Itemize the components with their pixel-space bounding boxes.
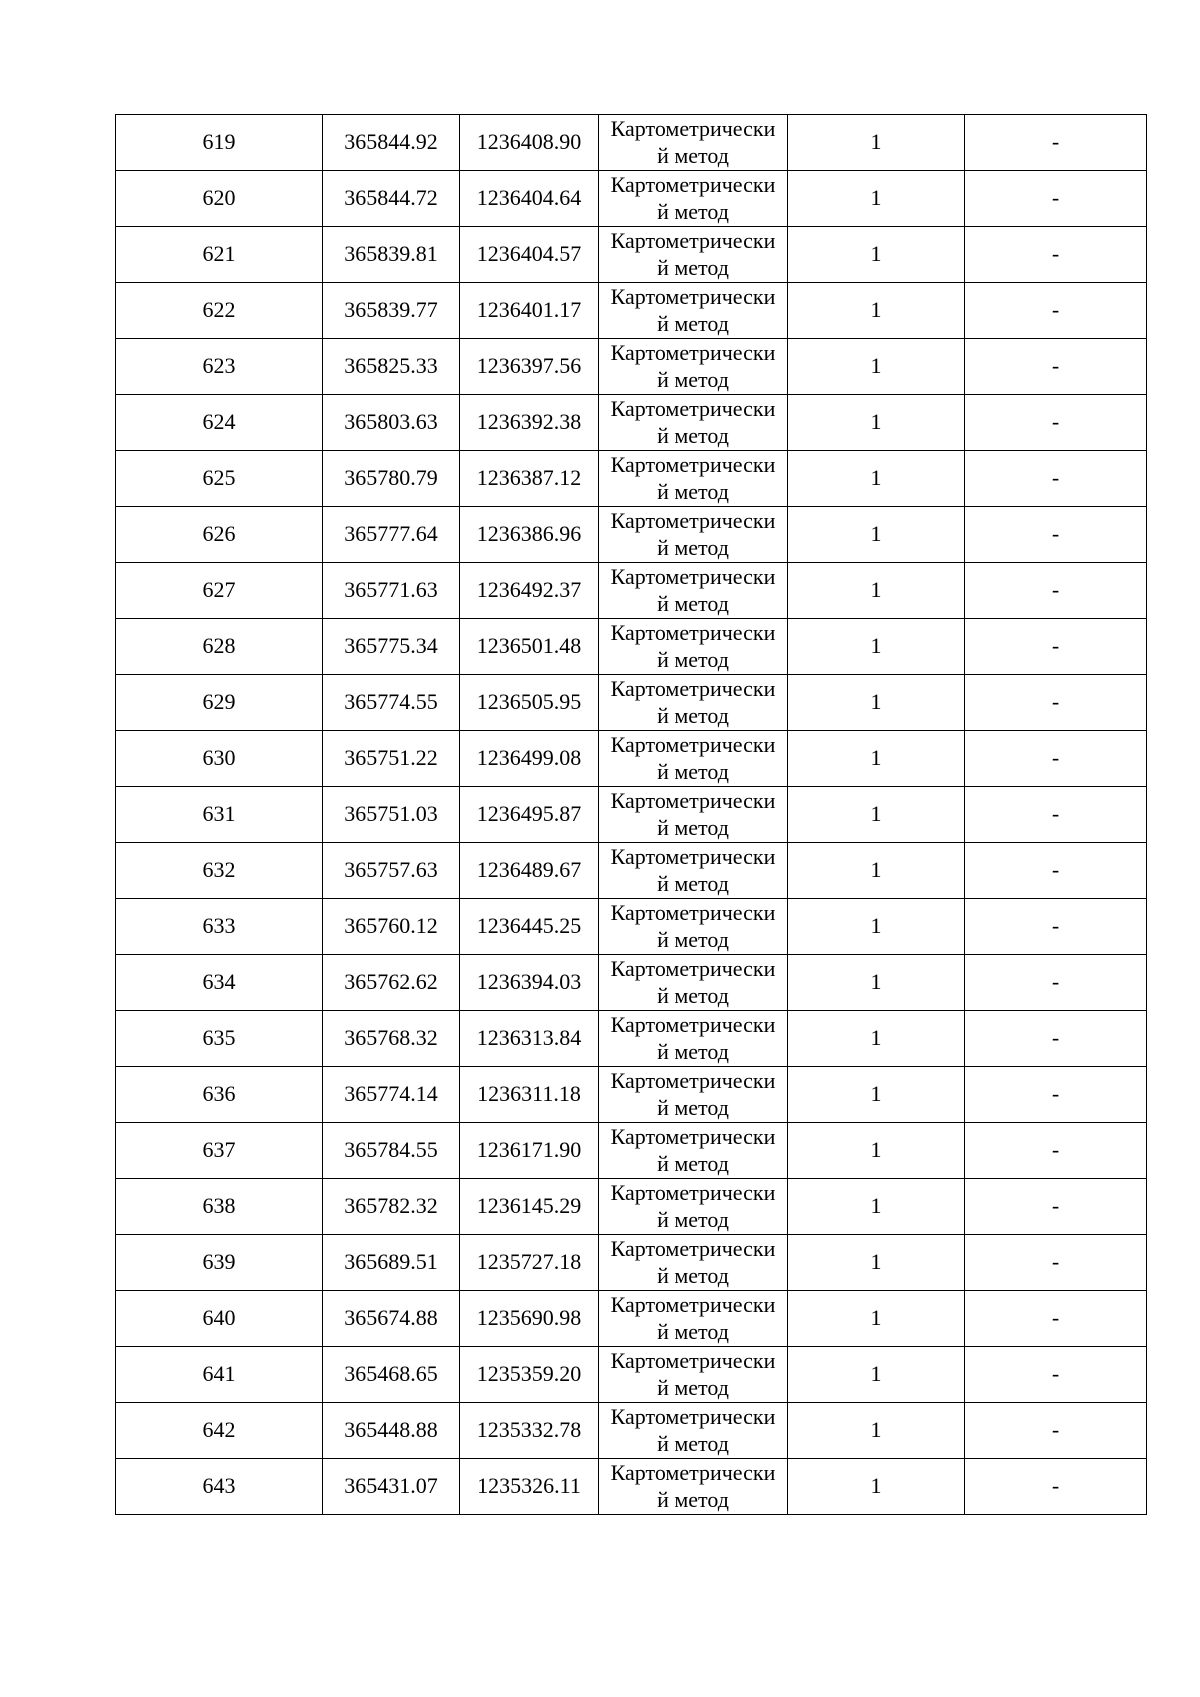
point-number-cell: 627 — [116, 563, 323, 619]
method-text-line-1: Картометрически — [610, 1348, 776, 1374]
method-text-line-1: Картометрически — [610, 228, 776, 254]
note-cell: - — [965, 1179, 1147, 1235]
method-text-line-2: й метод — [657, 1150, 729, 1176]
x-coordinate-cell: 365784.55 — [323, 1123, 460, 1179]
method-text-line-1: Картометрически — [610, 620, 776, 646]
precision-cell: 1 — [788, 227, 965, 283]
method-text-line-1: Картометрически — [610, 172, 776, 198]
x-coordinate-cell: 365774.55 — [323, 675, 460, 731]
y-coordinate-cell: 1236311.18 — [460, 1067, 599, 1123]
method-text-line-1: Картометрически — [610, 788, 776, 814]
table-row — [116, 395, 1147, 451]
precision-cell: 1 — [788, 171, 965, 227]
table-row — [116, 1403, 1147, 1459]
point-number-cell: 622 — [116, 283, 323, 339]
y-coordinate-cell: 1236171.90 — [460, 1123, 599, 1179]
table-row — [116, 1347, 1147, 1403]
method-text-line-2: й метод — [657, 1486, 729, 1512]
method-cell — [599, 1179, 788, 1235]
method-text-line-2: й метод — [657, 534, 729, 560]
method-text-line-2: й метод — [657, 1094, 729, 1120]
point-number-cell: 624 — [116, 395, 323, 451]
method-text-line-2: й метод — [657, 1430, 729, 1456]
table-row — [116, 1011, 1147, 1067]
method-text-line-2: й метод — [657, 310, 729, 336]
precision-cell: 1 — [788, 787, 965, 843]
x-coordinate-cell: 365775.34 — [323, 619, 460, 675]
method-text-line-1: Картометрически — [610, 1124, 776, 1150]
method-text-line-2: й метод — [657, 870, 729, 896]
point-number-cell: 621 — [116, 227, 323, 283]
method-cell — [599, 1347, 788, 1403]
table-row — [116, 731, 1147, 787]
y-coordinate-cell: 1235332.78 — [460, 1403, 599, 1459]
point-number-cell: 628 — [116, 619, 323, 675]
precision-cell: 1 — [788, 1235, 965, 1291]
y-coordinate-cell: 1236386.96 — [460, 507, 599, 563]
note-cell: - — [965, 115, 1147, 171]
x-coordinate-cell: 365777.64 — [323, 507, 460, 563]
x-coordinate-cell: 365782.32 — [323, 1179, 460, 1235]
method-cell — [599, 227, 788, 283]
method-cell — [599, 619, 788, 675]
table-row — [116, 675, 1147, 731]
y-coordinate-cell: 1236505.95 — [460, 675, 599, 731]
precision-cell: 1 — [788, 507, 965, 563]
method-text-line-1: Картометрически — [610, 676, 776, 702]
point-number-cell: 640 — [116, 1291, 323, 1347]
x-coordinate-cell: 365468.65 — [323, 1347, 460, 1403]
method-text-line-1: Картометрически — [610, 116, 776, 142]
method-text-line-1: Картометрически — [610, 1404, 776, 1430]
method-text-line-2: й метод — [657, 702, 729, 728]
point-number-cell: 630 — [116, 731, 323, 787]
method-cell — [599, 1011, 788, 1067]
x-coordinate-cell: 365689.51 — [323, 1235, 460, 1291]
precision-cell: 1 — [788, 1179, 965, 1235]
note-cell: - — [965, 787, 1147, 843]
note-cell: - — [965, 1459, 1147, 1515]
method-text-line-2: й метод — [657, 254, 729, 280]
y-coordinate-cell: 1236492.37 — [460, 563, 599, 619]
method-text-line-2: й метод — [657, 1374, 729, 1400]
table-row — [116, 899, 1147, 955]
y-coordinate-cell: 1236499.08 — [460, 731, 599, 787]
x-coordinate-cell: 365771.63 — [323, 563, 460, 619]
x-coordinate-cell: 365825.33 — [323, 339, 460, 395]
point-number-cell: 643 — [116, 1459, 323, 1515]
method-text-line-2: й метод — [657, 758, 729, 784]
method-cell — [599, 171, 788, 227]
y-coordinate-cell: 1235326.11 — [460, 1459, 599, 1515]
y-coordinate-cell: 1236401.17 — [460, 283, 599, 339]
method-cell — [599, 1459, 788, 1515]
method-cell — [599, 283, 788, 339]
table-row — [116, 1067, 1147, 1123]
precision-cell: 1 — [788, 1291, 965, 1347]
point-number-cell: 638 — [116, 1179, 323, 1235]
precision-cell: 1 — [788, 115, 965, 171]
method-text-line-1: Картометрически — [610, 1236, 776, 1262]
y-coordinate-cell: 1236404.57 — [460, 227, 599, 283]
precision-cell: 1 — [788, 339, 965, 395]
method-text-line-2: й метод — [657, 590, 729, 616]
point-number-cell: 619 — [116, 115, 323, 171]
precision-cell: 1 — [788, 1011, 965, 1067]
y-coordinate-cell: 1236394.03 — [460, 955, 599, 1011]
y-coordinate-cell: 1236408.90 — [460, 115, 599, 171]
point-number-cell: 634 — [116, 955, 323, 1011]
precision-cell: 1 — [788, 899, 965, 955]
method-text-line-2: й метод — [657, 198, 729, 224]
point-number-cell: 625 — [116, 451, 323, 507]
x-coordinate-cell: 365839.77 — [323, 283, 460, 339]
y-coordinate-cell: 1236489.67 — [460, 843, 599, 899]
point-number-cell: 636 — [116, 1067, 323, 1123]
note-cell: - — [965, 675, 1147, 731]
method-text-line-1: Картометрически — [610, 1068, 776, 1094]
method-text-line-1: Картометрически — [610, 844, 776, 870]
note-cell: - — [965, 451, 1147, 507]
x-coordinate-cell: 365751.03 — [323, 787, 460, 843]
method-cell — [599, 1067, 788, 1123]
y-coordinate-cell: 1236445.25 — [460, 899, 599, 955]
note-cell: - — [965, 283, 1147, 339]
point-number-cell: 632 — [116, 843, 323, 899]
precision-cell: 1 — [788, 1347, 965, 1403]
method-text-line-1: Картометрически — [610, 452, 776, 478]
table-row — [116, 507, 1147, 563]
note-cell: - — [965, 619, 1147, 675]
precision-cell: 1 — [788, 619, 965, 675]
x-coordinate-cell: 365768.32 — [323, 1011, 460, 1067]
method-cell — [599, 675, 788, 731]
precision-cell: 1 — [788, 563, 965, 619]
precision-cell: 1 — [788, 451, 965, 507]
method-cell — [599, 899, 788, 955]
method-cell — [599, 731, 788, 787]
y-coordinate-cell: 1235690.98 — [460, 1291, 599, 1347]
coordinates-table — [115, 114, 1147, 1515]
note-cell: - — [965, 171, 1147, 227]
table-row — [116, 115, 1147, 171]
x-coordinate-cell: 365844.72 — [323, 171, 460, 227]
method-text-line-1: Картометрически — [610, 1460, 776, 1486]
method-text-line-1: Картометрически — [610, 1180, 776, 1206]
point-number-cell: 637 — [116, 1123, 323, 1179]
precision-cell: 1 — [788, 843, 965, 899]
method-text-line-2: й метод — [657, 478, 729, 504]
method-text-line-1: Картометрически — [610, 732, 776, 758]
note-cell: - — [965, 1403, 1147, 1459]
precision-cell: 1 — [788, 1067, 965, 1123]
x-coordinate-cell: 365780.79 — [323, 451, 460, 507]
table-row — [116, 1459, 1147, 1515]
note-cell: - — [965, 1067, 1147, 1123]
note-cell: - — [965, 1011, 1147, 1067]
note-cell: - — [965, 563, 1147, 619]
method-text-line-2: й метод — [657, 422, 729, 448]
x-coordinate-cell: 365431.07 — [323, 1459, 460, 1515]
method-cell — [599, 563, 788, 619]
method-text-line-1: Картометрически — [610, 396, 776, 422]
method-text-line-1: Картометрически — [610, 1012, 776, 1038]
point-number-cell: 629 — [116, 675, 323, 731]
x-coordinate-cell: 365757.63 — [323, 843, 460, 899]
table-row — [116, 283, 1147, 339]
point-number-cell: 641 — [116, 1347, 323, 1403]
table-row — [116, 339, 1147, 395]
x-coordinate-cell: 365803.63 — [323, 395, 460, 451]
point-number-cell: 633 — [116, 899, 323, 955]
note-cell: - — [965, 339, 1147, 395]
note-cell: - — [965, 843, 1147, 899]
point-number-cell: 635 — [116, 1011, 323, 1067]
method-cell — [599, 1403, 788, 1459]
table-row — [116, 563, 1147, 619]
method-text-line-2: й метод — [657, 814, 729, 840]
note-cell: - — [965, 1235, 1147, 1291]
point-number-cell: 631 — [116, 787, 323, 843]
note-cell: - — [965, 955, 1147, 1011]
precision-cell: 1 — [788, 731, 965, 787]
note-cell: - — [965, 227, 1147, 283]
y-coordinate-cell: 1235727.18 — [460, 1235, 599, 1291]
note-cell: - — [965, 1347, 1147, 1403]
method-text-line-2: й метод — [657, 926, 729, 952]
note-cell: - — [965, 731, 1147, 787]
table-row — [116, 1291, 1147, 1347]
x-coordinate-cell: 365674.88 — [323, 1291, 460, 1347]
table-row — [116, 451, 1147, 507]
point-number-cell: 620 — [116, 171, 323, 227]
x-coordinate-cell: 365839.81 — [323, 227, 460, 283]
note-cell: - — [965, 395, 1147, 451]
coordinates-table-body — [116, 115, 1147, 1515]
y-coordinate-cell: 1236495.87 — [460, 787, 599, 843]
precision-cell: 1 — [788, 395, 965, 451]
table-row — [116, 955, 1147, 1011]
x-coordinate-cell: 365448.88 — [323, 1403, 460, 1459]
note-cell: - — [965, 507, 1147, 563]
x-coordinate-cell: 365760.12 — [323, 899, 460, 955]
table-row — [116, 227, 1147, 283]
table-row — [116, 843, 1147, 899]
method-cell — [599, 339, 788, 395]
y-coordinate-cell: 1236387.12 — [460, 451, 599, 507]
y-coordinate-cell: 1235359.20 — [460, 1347, 599, 1403]
precision-cell: 1 — [788, 1459, 965, 1515]
method-text-line-1: Картометрически — [610, 340, 776, 366]
method-cell — [599, 1235, 788, 1291]
method-text-line-1: Картометрически — [610, 900, 776, 926]
method-text-line-1: Картометрически — [610, 508, 776, 534]
method-text-line-1: Картометрически — [610, 564, 776, 590]
method-text-line-2: й метод — [657, 1262, 729, 1288]
table-row — [116, 171, 1147, 227]
method-cell — [599, 451, 788, 507]
point-number-cell: 626 — [116, 507, 323, 563]
y-coordinate-cell: 1236501.48 — [460, 619, 599, 675]
y-coordinate-cell: 1236397.56 — [460, 339, 599, 395]
precision-cell: 1 — [788, 283, 965, 339]
method-cell — [599, 955, 788, 1011]
method-text-line-2: й метод — [657, 1206, 729, 1232]
table-row — [116, 787, 1147, 843]
table-row — [116, 1179, 1147, 1235]
method-text-line-2: й метод — [657, 1038, 729, 1064]
table-row — [116, 619, 1147, 675]
method-cell — [599, 843, 788, 899]
method-cell — [599, 1291, 788, 1347]
table-row — [116, 1235, 1147, 1291]
point-number-cell: 639 — [116, 1235, 323, 1291]
note-cell: - — [965, 1123, 1147, 1179]
method-text-line-1: Картометрически — [610, 284, 776, 310]
point-number-cell: 642 — [116, 1403, 323, 1459]
table-row — [116, 1123, 1147, 1179]
method-text-line-2: й метод — [657, 142, 729, 168]
precision-cell: 1 — [788, 675, 965, 731]
note-cell: - — [965, 899, 1147, 955]
y-coordinate-cell: 1236404.64 — [460, 171, 599, 227]
y-coordinate-cell: 1236392.38 — [460, 395, 599, 451]
y-coordinate-cell: 1236313.84 — [460, 1011, 599, 1067]
method-cell — [599, 787, 788, 843]
point-number-cell: 623 — [116, 339, 323, 395]
method-cell — [599, 1123, 788, 1179]
precision-cell: 1 — [788, 1123, 965, 1179]
x-coordinate-cell: 365844.92 — [323, 115, 460, 171]
method-text-line-2: й метод — [657, 366, 729, 392]
x-coordinate-cell: 365762.62 — [323, 955, 460, 1011]
y-coordinate-cell: 1236145.29 — [460, 1179, 599, 1235]
x-coordinate-cell: 365751.22 — [323, 731, 460, 787]
method-text-line-2: й метод — [657, 646, 729, 672]
method-text-line-1: Картометрически — [610, 956, 776, 982]
note-cell: - — [965, 1291, 1147, 1347]
precision-cell: 1 — [788, 955, 965, 1011]
method-cell — [599, 507, 788, 563]
method-cell — [599, 395, 788, 451]
method-text-line-2: й метод — [657, 1318, 729, 1344]
precision-cell: 1 — [788, 1403, 965, 1459]
method-cell — [599, 115, 788, 171]
x-coordinate-cell: 365774.14 — [323, 1067, 460, 1123]
method-text-line-1: Картометрически — [610, 1292, 776, 1318]
method-text-line-2: й метод — [657, 982, 729, 1008]
